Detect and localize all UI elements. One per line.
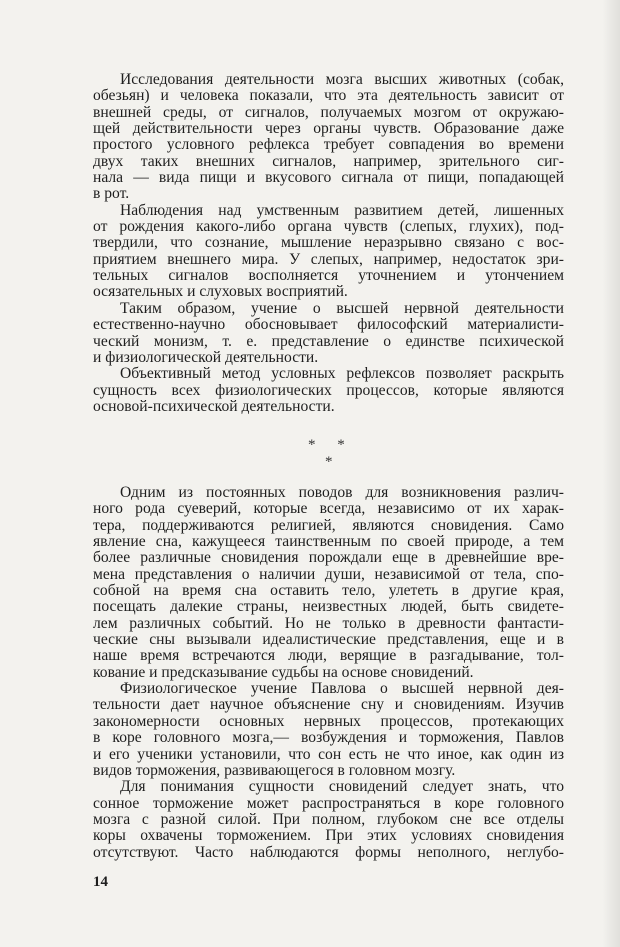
text-line: коры охвачены торможением. При этих условиях сновидения [93, 827, 564, 845]
text-line: внешней среды, от сигналов, получаемых мозгом от окружаю- [93, 103, 564, 121]
text-line: Таким образом, учение о высшей нервной деятельности [120, 299, 564, 317]
paragraph [93, 779, 564, 861]
page-edge-shadow [602, 0, 620, 947]
section-separator-star: * [325, 454, 333, 470]
text-line: обезьян) и человека показали, что эта деятельность зависит от [93, 87, 564, 105]
text-line: в коре головного мозга,— возбуждения и торможения, Павлов [93, 729, 564, 747]
text-line: основой-психической деятельности. [93, 397, 335, 415]
text-line: простого условного рефлекса требует совпадения во времени [93, 136, 564, 154]
text-line: мозга с разной силой. При полном, глубоком сне все отделы [93, 810, 564, 828]
text-section-top [93, 72, 564, 415]
text-line: от рождения какого-либо органа чувств (слепых, глухих), под- [93, 218, 564, 236]
text-line: мена представления о наличии души, независимой от тела, спо- [93, 565, 564, 583]
text-line: сонное торможение может распространяться в коре головного [93, 794, 564, 812]
text-line: в рот. [93, 185, 130, 203]
text-line: кование и предсказывание судьбы на основе сновидений. [93, 663, 474, 681]
text-line: Наблюдения над умственным развитием детей, лишенных [120, 201, 564, 219]
text-line: Одним из постоянных поводов для возникновения различ- [120, 484, 564, 501]
text-line: явление сна, кажущееся таинственным по своей природе, а тем [93, 533, 564, 551]
text-line: двух таких внешних сигналов, например, зрительного сиг- [93, 152, 564, 170]
text-line: Объективный метод условных рефлексов позволяет раскрыть [120, 365, 564, 383]
text-line: ного рода суеверий, которые всегда, независимо от их харак- [93, 500, 564, 518]
paragraph [93, 485, 564, 681]
text-line: собной на время сна оставить тело, улететь в другие края, [93, 582, 564, 600]
text-line: естественно-научно обосновывает философский материалисти- [93, 316, 564, 334]
text-line: и его ученики установили, что сон есть не что иное, как один из [93, 745, 564, 763]
text-line: Исследования деятельности мозга высших животных (собак, [120, 71, 564, 88]
text-line: нала — вида пищи и вкусового сигнала от пищи, попадающей [93, 169, 564, 187]
text-section-bottom [93, 485, 564, 861]
paragraph [93, 301, 564, 366]
section-separator-stars: * * [308, 437, 345, 453]
text-line: Для понимания сущности сновидений следует знать, что [120, 778, 564, 796]
text-line: ческие сны вызывали идеалистические представления, еще и в [93, 631, 564, 649]
text-line: щей действительности через органы чувств. Образование даже [93, 120, 564, 138]
text-line: приятием внешнего мира. У слепых, например, недостаток зри- [93, 250, 564, 268]
text-line: закономерности основных нервных процессов, протекающих [93, 712, 564, 730]
text-line: тера, поддерживаются религией, являются сновидения. Само [93, 516, 564, 534]
page-number: 14 [93, 874, 108, 890]
text-line: сущность всех физиологических процессов, которые являются [93, 381, 564, 399]
paragraph [93, 681, 564, 779]
text-line: видов торможения, развивающегося в головном мозгу. [93, 761, 456, 779]
text-line: более различные сновидения порождали еще в древнейшие вре- [93, 549, 564, 567]
text-line: тельности дает научное объяснение сну и сновидениям. Изучив [93, 696, 564, 714]
text-line: и физиологической деятельности. [93, 348, 319, 366]
text-line: осязательных и слуховых восприятий. [93, 283, 348, 301]
paragraph [93, 72, 564, 203]
text-line: наше время встречаются люди, верящие в разгадывание, тол- [93, 647, 564, 665]
text-line: посещать далекие страны, неизвестных людей, быть свидете- [93, 598, 564, 616]
text-line: отсутствуют. Часто наблюдаются формы неполного, неглубо- [93, 843, 564, 861]
text-line: лем различных событий. Но не только в древности фантасти- [93, 614, 564, 632]
text-line: тельных сигналов восполняется уточнением и утончением [93, 267, 564, 285]
text-line: ческий монизм, т. е. представление о единстве психической [93, 332, 564, 350]
text-line: твердили, что сознание, мышление неразрывно связано с вос- [93, 234, 564, 252]
paragraph [93, 203, 564, 301]
paragraph [93, 366, 564, 415]
text-line: Физиологическое учение Павлова о высшей нервной дея- [120, 680, 564, 698]
